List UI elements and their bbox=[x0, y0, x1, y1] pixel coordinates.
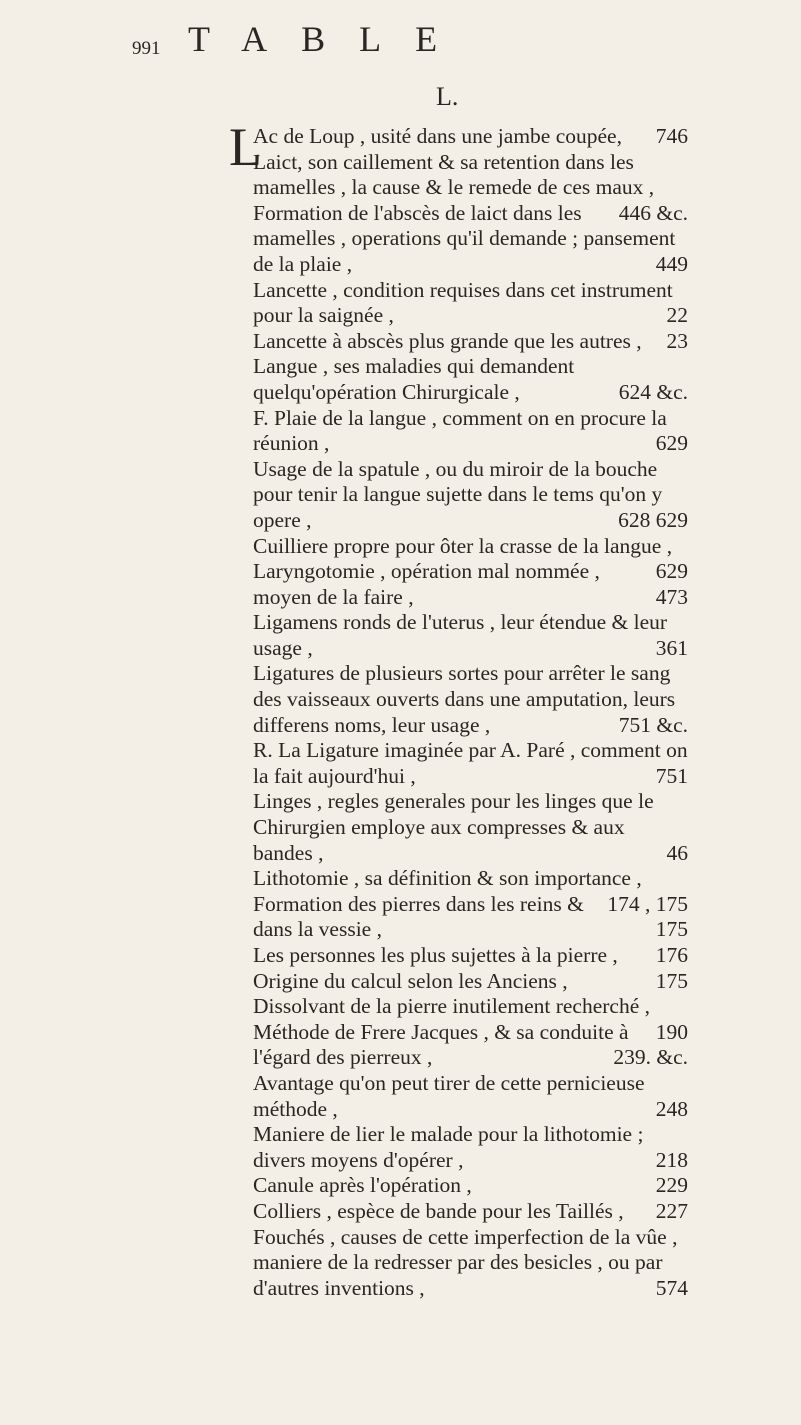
entry-text: Ligamens ronds de l'uterus , leur étendue & leur usage , bbox=[253, 610, 668, 660]
entry-page: 239. &c. bbox=[613, 1045, 688, 1070]
entry-page: 449 bbox=[655, 251, 688, 276]
index-entry bbox=[253, 1225, 688, 1302]
entry-page: 174 , 175 bbox=[607, 891, 688, 916]
entry-page: 248 bbox=[655, 1096, 688, 1121]
index-entry bbox=[253, 1199, 688, 1225]
index-entry bbox=[253, 406, 688, 457]
entry-page: 175 bbox=[655, 917, 688, 942]
index-entry bbox=[253, 994, 688, 1044]
entry-text: Laict, son caillement & sa retention dans les mamelles , la cause & le remede de ces maux , bbox=[253, 149, 655, 200]
index-entry bbox=[253, 1071, 688, 1122]
entry-text: Formation des pierres dans les reins & dans la vessie , bbox=[253, 891, 584, 942]
index-entry bbox=[253, 354, 688, 405]
entry-page: 624 &c. bbox=[618, 379, 688, 404]
entry-text: Méthode de Frere Jacques , & sa conduite à l'égard des pierreux , bbox=[253, 1019, 629, 1070]
entry-text: Avantage qu'on peut tirer de cette pernicieuse méthode , bbox=[253, 1070, 645, 1121]
entry-text: Formation de l'abscès de laict dans les mamelles , operations qu'il demande ; pansement de la plaie , bbox=[253, 200, 676, 276]
entry-text: Langue , ses maladies qui demandent quelqu'opération Chirurgicale , bbox=[253, 354, 575, 404]
entry-text: Origine du calcul selon les Anciens , bbox=[253, 968, 568, 993]
entry-text: Linges , regles generales pour les linges que le Chirurgien employe aux compresses & aux bandes , bbox=[253, 789, 654, 865]
entry-page: 751 bbox=[655, 763, 688, 788]
entry-page: 175 bbox=[655, 968, 688, 993]
index-entry bbox=[253, 661, 688, 738]
entry-page: 751 &c. bbox=[618, 712, 688, 737]
entry-text: Les personnes les plus sujettes à la pierre , bbox=[253, 943, 618, 967]
index-entry bbox=[253, 866, 688, 916]
entry-text: Maniere de lier le malade pour la lithotomie ; divers moyens d'opérer , bbox=[253, 1122, 644, 1172]
entry-text: Lithotomie , sa définition & son importance , bbox=[253, 866, 642, 891]
index-entry bbox=[253, 278, 688, 329]
running-title: TABLE bbox=[188, 19, 472, 59]
entry-page: 176 bbox=[655, 943, 688, 967]
entry-text: Cuilliere propre pour ôter la crasse de la langue , bbox=[253, 533, 673, 558]
index-entries bbox=[229, 117, 688, 1301]
entry-page: 229 bbox=[655, 1173, 688, 1198]
index-entry bbox=[253, 149, 688, 225]
index-entry bbox=[253, 1122, 688, 1173]
entry-page: 22 bbox=[666, 303, 688, 328]
entry-page: 218 bbox=[655, 1147, 688, 1172]
entry-page: 628 629 bbox=[618, 507, 688, 532]
index-entry bbox=[253, 1020, 688, 1071]
entry-page: 446 &c. bbox=[618, 200, 688, 225]
index-entry bbox=[253, 943, 688, 969]
entry-text: Canule après l'opération , bbox=[253, 1173, 472, 1198]
entry-text: F. Plaie de la langue , comment on en procure la réunion , bbox=[253, 405, 667, 456]
entry-page: 23 bbox=[666, 328, 688, 353]
entry-page: 629 bbox=[655, 559, 688, 584]
index-entry bbox=[253, 738, 688, 789]
entry-page: 227 bbox=[655, 1198, 688, 1223]
entry-page: 190 bbox=[655, 1019, 688, 1044]
entry-text: Ligatures de plusieurs sortes pour arrêter le sang des vaisseaux ouverts dans une amputation, leurs differens noms, leur usage , bbox=[253, 661, 676, 737]
page-number: 991 bbox=[132, 38, 161, 59]
index-entry bbox=[253, 329, 688, 355]
entry-text: Usage de la spatule , ou du miroir de la bouche pour tenir la langue sujette dans le tems qu'on y opere , bbox=[253, 456, 663, 532]
index-entry bbox=[253, 610, 688, 661]
entry-page: 473 bbox=[655, 584, 688, 609]
entry-page: 629 bbox=[655, 431, 688, 456]
entry-page: 361 bbox=[655, 635, 688, 660]
entry-text: Laryngotomie , opération mal nommée , moyen de la faire , bbox=[253, 559, 600, 609]
entry-page: 574 bbox=[655, 1275, 688, 1300]
index-entry bbox=[253, 559, 688, 610]
entry-text: Dissolvant de la pierre inutilement recherché , bbox=[253, 994, 650, 1019]
section-letter: L. bbox=[436, 82, 459, 111]
drop-cap: L bbox=[229, 117, 262, 177]
entry-text: Lancette , condition requises dans cet instrument pour la saignée , bbox=[253, 277, 673, 328]
index-entry bbox=[253, 201, 688, 278]
index-entry bbox=[253, 969, 688, 995]
index-entry bbox=[253, 789, 688, 866]
entry-text: Colliers , espèce de bande pour les Taillés , bbox=[253, 1198, 624, 1223]
index-entry bbox=[253, 892, 688, 943]
entry-text: Fouchés , causes de cette imperfection de la vûe , maniere de la redresser par des besicles , ou par d'autres inventions , bbox=[253, 1224, 678, 1300]
entry-text: Ac de Loup , usité dans une jambe coupée, bbox=[253, 124, 622, 148]
index-entry bbox=[253, 1173, 688, 1199]
entry-page: 746 bbox=[655, 124, 688, 148]
entry-text: R. La Ligature imaginée par A. Paré , comment on la fait aujourd'hui , bbox=[253, 738, 688, 788]
entry-text: Lancette à abscès plus grande que les autres , bbox=[253, 328, 642, 353]
index-entry bbox=[253, 457, 688, 534]
entry-page: 46 bbox=[666, 840, 688, 865]
